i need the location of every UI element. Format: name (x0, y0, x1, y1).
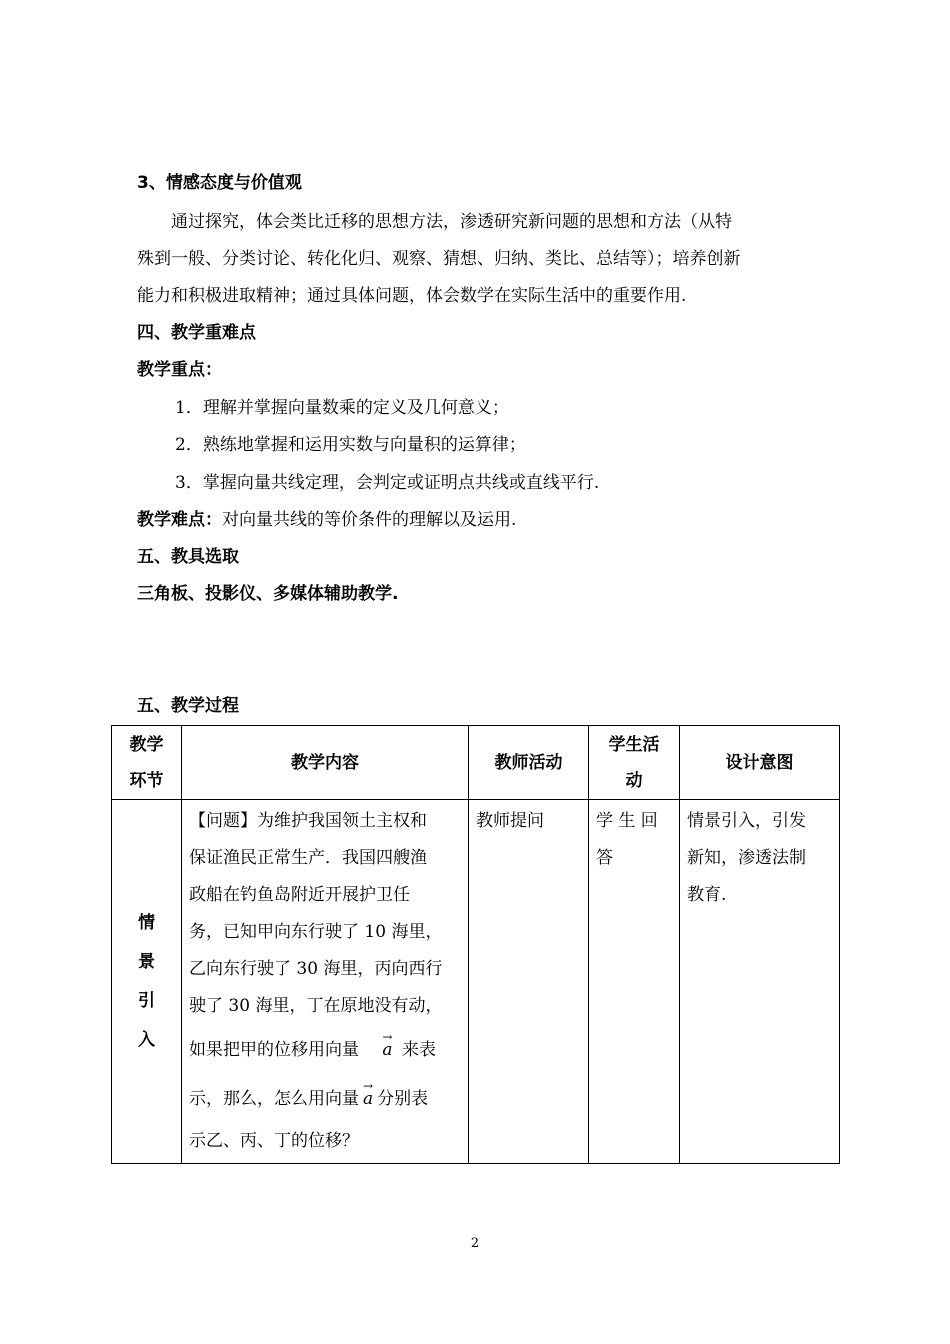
student-cell (589, 800, 680, 1164)
paragraph-line-3: 能力和积极进取精神；通过具体问题，体会数学在实际生活中的重要作用. (137, 286, 687, 306)
header-design: 设计意图 (680, 726, 840, 800)
content-line: 政船在钓鱼岛附近开展护卫任 (189, 885, 410, 905)
content-text: 分别表 (377, 1089, 429, 1109)
content-cell (182, 800, 469, 1164)
section5b-heading: 五、教学过程 (137, 696, 239, 716)
content-line (189, 1075, 461, 1123)
content-line: 示乙、丙、丁的位移？ (189, 1131, 359, 1151)
section5a-heading: 五、教具选取 (137, 547, 239, 567)
table-header-row (112, 726, 840, 800)
content-text: 示，那么，怎么用向量 (189, 1089, 359, 1109)
page-number: 2 (470, 1236, 480, 1251)
table-row (112, 800, 840, 1164)
content-line: 务，已知甲向东行驶了 10 海里， (189, 922, 443, 942)
key-point-1: 1．理解并掌握向量数乘的定义及几何意义； (175, 398, 509, 418)
vector-symbol: → a (363, 1075, 373, 1123)
stage-cell (112, 800, 182, 1164)
content-line: 【问题】为维护我国领土主权和 (189, 811, 427, 831)
paragraph-line-2: 殊到一般、分类讨论、转化化归、观察、猜想、归纳、类比、总结等）；培养创新 (137, 249, 741, 269)
section4-heading: 四、教学重难点 (137, 323, 256, 343)
stage-char: 景 (138, 951, 155, 972)
content-text: 如果把甲的位移用向量 (189, 1040, 359, 1060)
header-stage-line-2: 环节 (129, 770, 164, 791)
header-stage-line-1: 教学 (129, 734, 164, 755)
student-line: 学 生 回 (596, 811, 658, 831)
section3-heading: 3、情感态度与价值观 (137, 173, 302, 193)
header-student-line-2: 动 (625, 770, 643, 791)
difficulty-label: 教学难点： (137, 510, 222, 530)
key-point-2: 2．熟练地掌握和运用实数与向量积的运算律； (175, 435, 526, 455)
vector-symbol: → a (382, 1025, 392, 1075)
key-points-label: 教学重点： (137, 360, 222, 380)
difficulty-line (137, 508, 516, 532)
key-point-3: 3．掌握向量共线定理，会判定或证明点共线或直线平行. (175, 473, 600, 493)
design-line: 新知，渗透法制 (687, 848, 806, 868)
content-text: 来表 (401, 1040, 436, 1060)
design-cell (680, 800, 840, 1164)
stage-char: 情 (138, 912, 155, 933)
header-teacher: 教师活动 (469, 726, 589, 800)
header-content: 教学内容 (182, 726, 469, 800)
tools-text: 三角板、投影仪、多媒体辅助教学. (137, 584, 399, 604)
header-stage (112, 726, 182, 800)
stage-char: 入 (138, 1029, 155, 1050)
teaching-process-table (111, 725, 840, 1164)
difficulty-text: 对向量共线的等价条件的理解以及运用. (222, 510, 517, 530)
teacher-cell: 教师提问 (469, 800, 589, 1164)
stage-char: 引 (138, 990, 155, 1011)
student-line: 答 (596, 848, 613, 868)
paragraph-line-1: 通过探究，体会类比迁移的思想方法，渗透研究新问题的思想和方法（从特 (171, 212, 732, 232)
header-student (589, 726, 680, 800)
header-student-line-1: 学生活 (608, 734, 660, 755)
content-line (189, 1025, 461, 1075)
content-line: 乙向东行驶了 30 海里，丙向西行 (189, 959, 443, 979)
design-line: 教育. (687, 885, 727, 905)
content-line: 驶了 30 海里，丁在原地没有动， (189, 996, 443, 1016)
design-line: 情景引入，引发 (687, 811, 806, 831)
content-line: 保证渔民正常生产．我国四艘渔 (189, 848, 427, 868)
